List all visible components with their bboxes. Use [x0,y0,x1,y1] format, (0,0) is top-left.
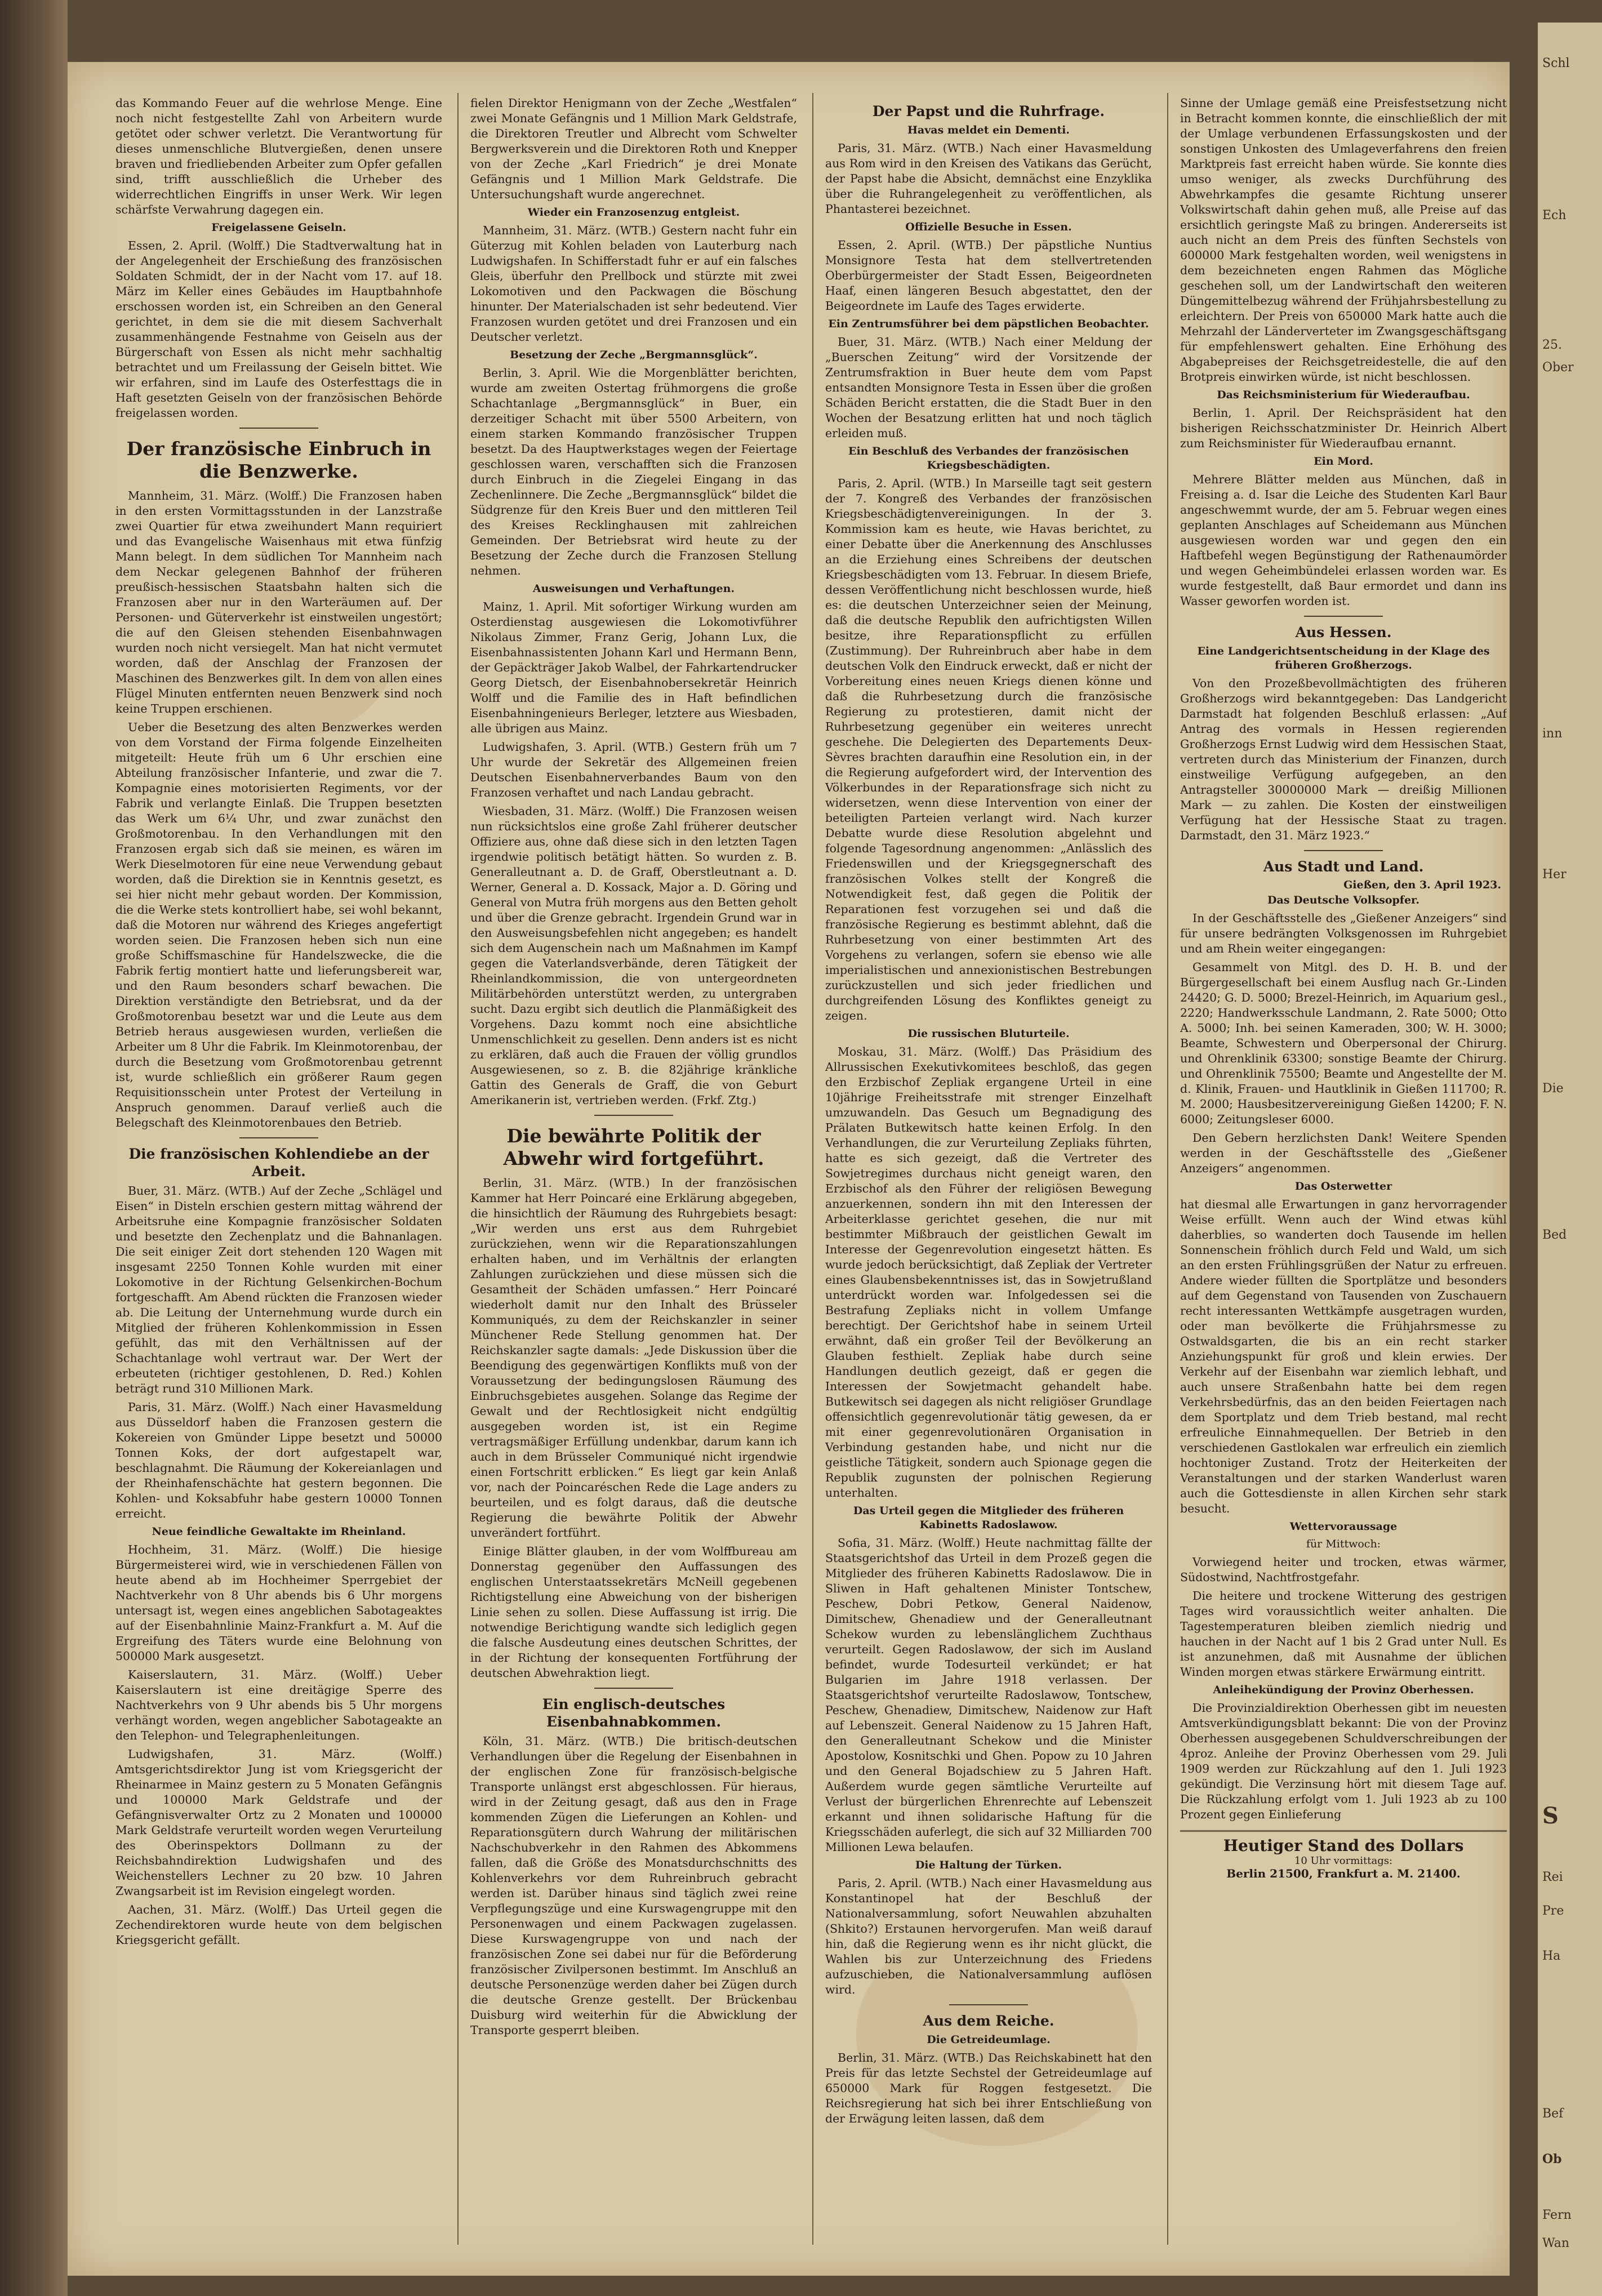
article-headline: Wettervoraussage [1289,1520,1398,1533]
next-page-fragment: Ob [1542,2152,1562,2166]
article-text: Essen, 2. April. (WTB.) Der päpstliche Nuntius Monsignore Testa hat dem stellvertretenden Oberbürgermeister der Stadt Essen, Beigeordneten Haaf, einen längeren Besuch abgestattet, den der Beigeordnete im Laufe des Tages erwiderte. [825,238,1152,313]
separator [594,1115,673,1116]
article-headline: Freigelassene Geiseln. [211,221,346,234]
article-text: Berlin, 3. April. Wie die Morgenblätter berichten, wurde am zweiten Ostertag frühmorgens die große Schachtanlage „Bergmannsglück“ in Buer, ein derzeitiger Schacht mit über 5500 Arbeitern, von einem starken Kommando französischer Truppen besetzt. Da des Hauptwerkstages wegen der Feiertage geschlossen waren, verschafften sich die Franzosen durch Einbruch in die Ziegelei Eingang in das Zechenlinnere. Die Zeche „Bergmannsglück“ bildet die Südgrenze für den Kreis Buer und den mittleren Teil des Kreises Recklinghausen mit zahlreichen Gemeinden. Der Betriebsrat wird heute zu der Besetzung der Zeche durch die Franzosen Stellung nehmen. [470,366,797,577]
article-text: Berlin, 1. April. Der Reichspräsident hat den bisherigen Reichsschatzminister Dr. Heinrich Albert zum Reichsminister für Wiederaufbau ernannt. [1180,406,1507,450]
column-2 [470,96,797,2248]
adjacent-page-strip [1538,23,1602,2296]
next-page-fragment: 25. [1542,338,1562,352]
next-page-fragment: Die [1542,1082,1564,1096]
article-text: Paris, 2. April. (WTB.) Nach einer Havasmeldung aus Konstantinopel hat der Beschluß der Nationalversammlung, sofort Neuwahlen abzuhalten (Shkito?) Erstaunen hervorgerufen. Man weiß darauf hin, daß die Regierung wenn es ihr nicht glückt, die Wahlen bis zur Unterzeichnung des Friedens aufzuschieben, die Nationalversammlung auflösen wird. [825,1876,1152,1996]
separator [1304,616,1383,617]
article-text: Kaiserslautern, 31. März. (Wolff.) Ueber Kaiserslautern ist eine dreitägige Sperre des Nachtverkehrs von 9 Uhr abends bis 5 Uhr morgens verhängt worden, wegen angeblicher Sabotageakte an den Telephon- und Telegraphenleitungen. [115,1668,442,1742]
separator [239,1137,318,1138]
article-text: Paris, 2. April. (WTB.) In Marseille tagt seit gestern der 7. Kongreß des Verbandes der französischen Kriegsbeschädigtenvereinigungen. In der 3. Kommission kam es heute, wie Havas berichtet, zu einer Debatte über die Anerkennung des Anschlusses an die Erziehung eines Schreibens der deutschen Kriegsbeschädigten vom 13. Februar. In diesem Briefe, dessen Veröffentlichung nicht beschlossen wurde, hieß es: die deutschen Unterzeichner seien der Meinung, daß die deutsche Republik den aufrichtigsten Willen besitze, ihre Reparationspflicht zu erfüllen (Zustimmung). Der Ruhreinbruch aber habe in dem deutschen Volk den Eindruck erweckt, daß er nicht der Vorbereitung eines neuen Kriegs dienen könne und daß die Ruhrbesetzung durch die französische Regierung zu protestieren, damit nicht der Ruhrbesetzung gegenüber ein weiteres unrecht geschehe. Die Delegierten des Departements Deux-Sèvres brachten daraufhin eine Resolution ein, in der die Regierung aufgefordert wird, der Intervention des Völkerbundes in der Reparationsfrage sich nicht zu widersetzen, wenn diese Intervention von einer der beteiligten Parteien verlangt wird. Nach kurzer Debatte wurde diese Resolution abgelehnt und folgende Tagesordnung angenommen: „Anlässlich des Friedenswillen und der Kriegsgegnerschaft des französischen Volkes stellt der Kongreß die Notwendigkeit fest, daß gegen die Politik der Reparationen fest vorzugehen sei und daß die französische Regierung es bestimmt ablehnt, daß die Ruhrbesetzung von einer bestimmten Art des Vorgehens zu verlangen, sofern sie ebenso wie alle imperialistischen und annexionistischen Bestrebungen zurückzustellen und sich jeder friedlichen und durchgreifenden Lösung des Konfliktes geneigt zu zeigen. [825,477,1152,1022]
dollar-rate-title: Heutiger Stand des Dollars [1223,1836,1464,1855]
article-subheadline: Eine Landgerichtsentscheidung in der Klage des früheren Großherzogs. [1197,645,1490,671]
article-text: Buer, 31. März. (WTB.) Auf der Zeche „Schlägel und Eisen“ in Disteln erschien gestern mittag während der Arbeitsruhe eine Kompagnie französischer Soldaten und besetzte den Zechenplatz und die Bahnanlagen. Die seit einiger Zeit dort stehenden 120 Wagen mit insgesamt 2250 Tonnen Kohle wurden mit einer Lokomotive in der Richtung Gelsenkirchen-Bochum fortgeschafft. Am Abend rückten die Franzosen wieder ab. Die Leitung der Unternehmung wurde durch ein Mitglied der früheren Kohlenkommission in Essen gefühlt, das mit den Verhältnissen auf der Schachtanlage wohl vertraut war. Der Wert der erbeuteten (richtiger gestohlenen, D. Red.) Kohlen beträgt rund 310 Millionen Mark. [115,1184,442,1395]
article-headline: Ein Beschluß des Verbandes der französischen Kriegsbeschädigten. [848,445,1129,471]
article-text: Den Gebern herzlichsten Dank! Weitere Spenden werden in der Geschäftsstelle des „Gießener Anzeigers“ angenommen. [1180,1131,1507,1175]
article-subheadline: Die Getreideumlage. [927,2034,1051,2046]
article-text: Moskau, 31. März. (Wolff.) Das Präsidium des Allrussischen Exekutivkomitees beschloß, das gegen den Erzbischof Zepliak ergangene Urteil in eine 10jährige Freiheitsstrafe mit strenger Einzelhaft umzuwandeln. Das Gesuch um Begnadigung des Prälaten Butkewitsch hatte keinen Erfolg. In den Verhandlungen, die zur Verurteilung Zepliaks führten, hatte es sich gezeigt, daß die Vertreter des Sowjetregimes durchaus nicht geneigt waren, den Erzbischof als den Führer der religiösen Bewegung anzuerkennen, sondern ihn mit den Interessen der Arbeiterklasse gerichtet gesehen, die nur mit bestimmter Mißbrauch der geistlichen Gewalt im Interesse der Gegenrevolution eingesetzt hätten. Es wurde jedoch berücksichtigt, daß Zepliak der Vertreter eines Glaubensbekenntnisses ist, das in Sowjetrußland unterdrückt worden war. Infolgedessen sei die Bestrafung Zepliaks nicht in vollem Umfange berechtigt. Der Gerichtshof habe in seinem Urteil erwähnt, daß ein großer Teil der Bevölkerung an Glauben festhielt. Zepliak habe durch seine Handlungen deutlich gezeigt, daß er gegen die Interessen der Sowjetmacht gehandelt habe. Butkewitsch sei dagegen als nicht religiöser Grundlage offensichtlich gegenrevolutionär tätig gewesen, da er mit einer gegenrevolutionären Organisation in Verbindung gestanden habe, und nicht nur die geistliche Tätigkeit, sondern auch Spionage gegen die Republik zugunsten der polnischen Regierung unterhalten. [825,1045,1152,1499]
binding-edge [0,0,68,2296]
section-headline: Aus Stadt und Land. [1263,858,1424,875]
article-text: Mainz, 1. April. Mit sofortiger Wirkung wurden am Osterdienstag ausgewiesen die Lokomotivführer Nikolaus Zimmer, Franz Gerig, Johann Lux, die Eisenbahnassistenten Johann Karl und Hermann Benn, der Gepäckträger Jakob Walbel, der Fahrkartendrucker Georg Dietsch, der Eisenbahnobersekretär Heinrich Wolff und die Familie des in Haft befindlichen Eisenbahningenieurs Berleger, letztere aus Wiesbaden, alle übrigen aus Mainz. [470,600,797,735]
article-text: Gesammelt von Mitgl. des D. H. B. und der Bürgergesellschaft bei einem Ausflug nach Gr.-Linden 24420; G. D. 5000; Brezel-Heinrich, im Aquarium gesl., 2220; Handwerksschule Landmann, 2. Rate 5000; Otto A. 5000; Inh. bei seinen Kameraden, 300; W. H. 3000; Beamte, Schwestern und Oberpersonal der Chirurg. und Ohrenklinik 63300; sonstige Beamte der Chirurg. und Ohrenklinik 75500; Beamte und Angestellte der M. d. Klinik, Frauen- und Hautklinik in Gießen 111700; R. M. 2000; Hausbesitzervereinigung Gießen 14200; F. N. 6000; Zeitungsleser 6000. [1180,960,1507,1126]
article-text: Wiesbaden, 31. März. (Wolff.) Die Franzosen weisen nun rücksichtslos eine große Zahl früherer deutscher Offiziere aus, ohne daß diese sich in den letzten Tagen irgendwie politisch betätigt hätten. So wurden z. B. Generalleutnant a. D. de Graff, Oberstleutnant a. D. Werner, General a. D. Kossack, Major a. D. Göring und General von Mutra früh morgens aus den Betten geholt und über die Grenze gebracht. Irgendein Grund war in den Ausweisungsbefehlen nicht angegeben; es handelt sich dem Augenschein nach um Maßnahmen im Kampf gegen die Vaterlandsverbände, deren Tätigkeit der Rheinlandkommission, die von untergeordneten Militärbehörden unterstützt werden, zu untergraben sucht. Dazu ergibt sich deutlich die Planmäßigkeit des Vorgehens. Dazu kommt noch eine absichtliche Unmenschlichkeit zu gesellen. Denn anders ist es nicht zu erklären, daß auch die Frauen der völlig grundlos Ausgewiesenen, so z. B. die 82jährige kränkliche Gattin des Generals de Graff, die von Geburt Amerikanerin ist, vertrieben werden. (Frkf. Ztg.) [470,804,797,1107]
article-headline: Neue feindliche Gewaltakte im Rheinland. [152,1525,406,1538]
article-text: In der Geschäftsstelle des „Gießener Anzeigers“ sind für unsere bedrängten Volksgenossen im Ruhrgebiet und am Rhein weiter eingegangen: [1180,911,1507,955]
article-text: Paris, 31. März. (WTB.) Nach einer Havasmeldung aus Rom wird in den Kreisen des Vatikans das Gerücht, der Papst habe die Absicht, demnächst eine Enzyklika über die Ruhrangelegenheit zu veröffentlichen, als Phantasterei bezeichnet. [825,141,1152,216]
article-text: Köln, 31. März. (WTB.) Die britisch-deutschen Verhandlungen über die Regelung der Eisenbahnen in der englischen Zone für französisch-belgische Transporte unlängst erst abgeschlossen. Für hieraus, wird in der Zeitung gesagt, daß aus den in Frage kommenden Zügen die Lieferungen an Kohlen- und Reparationsgütern durch Wahrung der militärischen Nachschubverkehr in den Rahmen des Abkommens fallen, daß die Größe des Monatsdurchschnitts des Kohlenverkehrs vor dem Ruhreinbruch gebracht werden ist. Darüber hinaus sind täglich zwei reine Verpflegungszüge und eine Kurswagengruppe mit den Personenwagen und einem Packwagen zugelassen. Diese Kurswagengruppe von und nach der französischen Zone sei dabei nur für die Beförderung französischer Zivilpersonen bestimmt. Im Anschluß an deutsche Personenzüge werden daher bei Zügen durch die deutsche Grenze gestellt. Der Brückenbau Duisburg wird weiterhin für die Abwicklung der Transporte gesperrt bleiben. [470,1734,797,2037]
article-headline: Der französische Einbruch in die Benzwerke. [126,438,431,482]
column-rule [457,93,459,2245]
article-headline: Offizielle Besuche in Essen. [905,221,1072,233]
article-subheadline: für Mittwoch: [1306,1538,1381,1550]
article-text: Ludwigshafen, 31. März. (Wolff.) Amtsgerichtsdirektor Jung ist vom Kriegsgericht der Rheinarmee in Mainz gestern zu 5 Monaten Gefängnis und 100000 Mark Geldstrafe und der Gefängnisverwalter Ortz zu 2 Monaten und 100000 Mark Geldstrafe verurteilt worden wegen Verurteilung des Oberinspektors Dollmann zu der Reichsbahndirektion Ludwigshafen und des Weichenstellers Lechner zu 20 bzw. 10 Jahren Zwangsarbeit ist im Revision eingelegt worden. [115,1747,442,1898]
article-headline: Besetzung der Zeche „Bergmannsglück“. [510,349,758,361]
newspaper-page [68,62,1510,2276]
article-headline: Anleihekündigung der Provinz Oberhessen. [1213,1684,1474,1696]
separator [949,2004,1028,2005]
dateline: Gießen, den 3. April 1923. [1343,879,1501,891]
separator [239,428,318,429]
article-headline: Aus Hessen. [1295,624,1392,640]
article-text: Mannheim, 31. März. (Wolff.) Die Franzosen haben in den ersten Vormittagsstunden in der Lanzstraße zwei Quartier für etwa zweihundert Mann requiriert und das Evangelische Waisenhaus mit etwa fünfzig Mann belegt. In dem südlichen Tor Mannheim nach dem Neckar gelegenen Bahnhof der früheren preußisch-hessischen Staatsbahn halten sich die Franzosen aber nur in den Warteräumen auf. Der Personen- und Güterverkehr ist einstweilen ungestört; die auf den Gleisen stehenden Eisenbahnwagen wurden noch nicht versiegelt. Man hat nicht vermutet worden, daß der Anschlag der Franzosen der Maschinen des Benzwerkes gilt. In dem von allen eines Flügel Minuten entfernten neuen Benzwerk sind noch keine Truppen erschienen. [115,489,442,715]
next-page-fragment: inn [1542,727,1563,741]
next-page-fragment: Ech [1542,208,1567,223]
column-4 [1180,96,1507,2248]
article-text: Buer, 31. März. (WTB.) Nach einer Meldung der „Buerschen Zeitung“ wird der Vorsitzende der Zentrumsfraktion in Buer heute dem vom Papst entsandten Monsignore Testa in Essen über die großen Schäden Bericht erstatten, die die Stadt Buer in den Wochen der Besatzung erlitten hat und noch täglich erleiden muß. [825,335,1152,440]
article-headline: Das Urteil gegen die Mitglieder des früheren Kabinetts Radoslawow. [853,1505,1124,1531]
next-page-fragment: Schl [1542,56,1570,70]
article-text: Von den Prozeßbevollmächtigten des früheren Großherzogs wird bekanntgegeben: Das Landgericht Darmstadt hat folgenden Beschluß erlassen: „Auf Antrag des vormals in Hessen regierenden Großherzogs Ernst Ludwig wird dem Hessischen Staat, vertreten durch das Ministerium der Finanzen, durch einstweilige Verfügung aufgegeben, an den Antragsteller 30000000 Mark — dreißig Millionen Mark — zu zahlen. Die Kosten der einstweiligen Verfügung hat der Hessische Staat zu tragen. Darmstadt, den 31. März 1923.“ [1180,677,1507,842]
article-headline: Das Deutsche Volksopfer. [1267,894,1419,906]
separator [594,1688,673,1689]
next-page-fragment: Ober [1542,361,1574,375]
article-headline: Das Reichsministerium für Wiederaufbau. [1217,389,1470,401]
article-text: Mannheim, 31. März. (WTB.) Gestern nacht fuhr ein Güterzug mit Kohlen beladen von Lauterburg nach Ludwigshafen. In Schifferstadt fuhr er auf ein falsches Gleis, überfuhr den Prellbock und stürzte mit zwei Lokomotiven und den Packwagen die Böschung hinunter. Der Materialschaden ist sehr bedeutend. Vier Franzosen wurden getötet und drei Franzosen und ein Deutscher verletzt. [470,224,797,344]
article-text: Ludwigshafen, 3. April. (WTB.) Gestern früh um 7 Uhr wurde der Sekretär des Allgemeinen freien Deutschen Eisenbahnerverbandes Baum von den Franzosen verhaftet und nach Landau gebracht. [470,740,797,799]
next-page-fragment: S [1542,1803,1559,1829]
dollar-rate-time: 10 Uhr vormittags: [1294,1855,1393,1867]
article-text: Die Provinzialdirektion Oberhessen gibt im neuesten Amtsverkündigungsblatt bekannt: Die von der Provinz Oberhessen ausgegebenen Schuldverschreibungen der 4proz. Anleihe der Provinz Oberhessen vom 29. Juli 1909 werden zur Rückzahlung auf den 1. Juli 1923 gekündigt. Die Verzinsung hört mit diesem Tage auf. Die Rückzahlung erfolgt vom 1. Juli 1923 ab zu 100 Prozent gegen Einlieferung [1180,1701,1507,1821]
article-headline: Die bewährte Politik der Abwehr wird fortgeführt. [503,1125,764,1169]
article-text: Sofia, 31. März. (Wolff.) Heute nachmittag fällte der Staatsgerichtshof das Urteil in dem Prozeß gegen die Mitglieder des früheren Kabinetts Radoslawow. Die in Sliwen in Haft gehaltenen Minister Tontschew, Peschew, Dobri Petkow, General Naidenow, Dimitschew, Ghenadiew und der Generalleutnant Schekow wurden zu lebenslänglichem Zuchthaus verurteilt. Gegen Radoslawow, der sich im Ausland befindet, wurde Todesurteil verkündet; er hat Bulgarien im Jahre 1918 verlassen. Der Staatsgerichtshof verurteilte Radoslawow, Tontschew, Peschew, Ghenadiew, Dimitschew, Naidenow zur Haft auf Lebenszeit. General Naidenow zu 15 Jahren Haft, den Generalleutnant Schekow und die Minister Apostolow, Kosnitschki und Ghen. Popow zu 10 Jahren und den General Bojadschiew zu 5 Jahren Haft. Außerdem wurde gegen sämtliche Verurteilte auf Verlust der bürgerlichen Ehrenrechte auf Lebenszeit erkannt und ihnen solidarische Haftung für die Kriegsschäden auferlegt, die sich auf 32 Milliarden 700 Millionen Lewa belaufen. [825,1536,1152,1854]
article-headline: Die russischen Bluturteile. [907,1027,1070,1040]
dollar-rate-box [1180,1830,1507,1880]
article-text: Hochheim, 31. März. (Wolff.) Die hiesige Bürgermeisterei wird, wie in verschiedenen Fällen von heute abend ab im Hochheimer Sperrgebiet der Nachtverkehr von 8 Uhr abends bis 6 Uhr morgens untersagt ist, wegen eines angeblichen Sabotageaktes auf der Eisenbahnlinie Mainz-Frankfurt a. M. Auf die Ergreifung des Täters wurde eine Belohnung von 500000 Mark ausgesetzt. [115,1543,442,1663]
article-headline: Das Osterwetter [1294,1180,1392,1193]
article-headline: Die Haltung der Türken. [915,1859,1062,1871]
article-headline: Aus dem Reiche. [923,2013,1054,2029]
column-3 [825,96,1152,2248]
article-text: Essen, 2. April. (Wolff.) Die Stadtverwaltung hat in der Angelegenheit der Erschießung des französischen Soldaten Schmidt, der in der Nacht vom 17. auf 18. März im Keller eines Gebäudes im Hauptbahnhofe erschossen worden ist, ein Schreiben an den General gerichtet, in dem sie die mit diesem Sachverhalt zusammenhängende Festnahme von Geiseln aus der Bürgerschaft von Essen als nicht mehr sachhaltig betrachtet und um Freilassung der Geiseln bittet. Wie wir erfahren, sind im Laufe des Osterfesttags die in Haft gesetzten Geiseln von der französischen Behörde freigelassen worden. [115,239,442,420]
article-subheadline: Havas meldet ein Dementi. [907,124,1070,136]
article-text: Berlin, 31. März. (WTB.) In der französischen Kammer hat Herr Poincaré eine Erklärung abgegeben, die hinsichtlich der Räumung des Ruhrgebiets besagt: „Wir werden uns erst aus dem Ruhrgebiet zurückziehen, wenn wir die Reparationszahlungen erhalten haben, und im Verhältnis der erlangten Zahlungen zurückziehen und diese müssen sich die Gesamtheit der Schäden umfassen.“ Herr Poincaré wiederholt damit nur den Inhalt des Brüsseler Kommuniqués, zu dem der Reichskanzler in seiner Münchener Rede Stellung genommen hat. Der Reichskanzler sagte damals: „Jede Diskussion über die Beendigung des gegenwärtigen Konflikts muß von der Voraussetzung der bedingungslosen Räumung des Einbruchsgebietes ausgehen. Solange das Regime der Gewalt und der Rechtlosigkeit nicht endgültig ausgegeben worden ist, ist ein Regime vertragsmäßiger Erfüllung undenkbar, darum kann ich auch in dem Brüsseler Communiqué nicht irgendwie einen Fortschritt erblicken.“ Es liegt gar kein Anlaß vor, nach der Poincaréschen Rede die Lage anders zu beurteilen, und es folgt daraus, daß die deutsche Regierung die bewährte Politik der Abwehr unverändert fortführt. [470,1176,797,1539]
next-page-fragment: Bef [1542,2107,1564,2121]
next-page-fragment: Rei [1542,1870,1563,1884]
next-page-fragment: Bed [1542,1228,1567,1242]
article-text: Vorwiegend heiter und trocken, etwas wärmer, Südostwind, Nachtfrostgefahr. [1180,1555,1507,1584]
article-text: Ueber die Besetzung des alten Benzwerkes werden von dem Vorstand der Firma folgende Einzelheiten mitgeteilt: Heute früh um 6 Uhr erschien eine Abteilung französischer Infanterie, und zwar die 7. Kompagnie eines motorisierten Regiments, vor der Fabrik und verlangte Einlaß. Die Truppen besetzten das Werk um 6¼ Uhr, und zwar zunächst den Großmotorenbau. In den Verhandlungen mit den Franzosen ergab sich daß sie meinen, es wären im Werk Dieselmotoren für eine neue Verwendung gebaut worden, daß die Direktion sie in Kenntnis gesetzt, es sei hier nicht mehr gebaut worden. Der Kommission, die die Werke stets kontrolliert habe, sei wohl bekannt, daß die Motoren nur während des Krieges angefertigt worden seien. Die Franzosen heben sich nun eine große Schiffsmaschine für Handelszwecke, die die Fabrik fertig montiert hatte und lieferungsbereit war, und den Raum besonders scharf bewachen. Die Direktion verständigte den Betriebsrat, und da der Großmotorenbau besetzt war und die Leute aus dem Betrieb heraus ausgewiesen wurden, verließen die Arbeiter um 8 Uhr die Fabrik. Im Kleinmotorenbau, der durch die Besetzung vom Großmotorenbau getrennt ist, wurde schließlich ein größerer Raum gegen Requisitionsschein unter Protest der Verteilung in Anspruch genommen. Darauf verließ auch die Belegschaft des Kleinmotorenbaues den Betrieb. [115,720,442,1129]
article-headline: Der Papst und die Ruhrfrage. [872,103,1105,119]
article-text: das Kommando Feuer auf die wehrlose Menge. Eine noch nicht festgestellte Zahl von Arbeitern wurde getötet oder schwer verletzt. Die Verantwortung für dieses unmenschliche Blutvergießen, denen unsere braven und friedliebenden Arbeiter zum Opfer gefallen sind, trifft ausschließlich die Urheber des widerrechtlichen Eingriffs in unser Werk. Wir legen schärfste Verwahrung dagegen ein. [115,96,442,216]
next-page-fragment: Ha [1542,1949,1561,1963]
article-text: Einige Blätter glauben, in der vom Wolffbureau am Donnerstag gegenüber den Auffassungen des englischen Unterstaatssekretärs McNeill gegebenen Richtigstellung eine Abweichung von der bisherigen Linie sehen zu sollen. Diese Auffassung ist irrig. Die notwendige Berichtigung wandte sich lediglich gegen die falsche Ausdeutung eines deutschen Schrittes, der in der Richtung der konsequenten Fortführung der deutschen Abwehraktion liegt. [470,1545,797,1680]
separator [1304,850,1383,851]
article-text: Berlin, 31. März. (WTB.) Das Reichskabinett hat den Preis für das letzte Sechstel der Getreideumlage auf 650000 Mark für Roggen festgesetzt. Die Reichsregierung hat sich bei ihrer Entschließung von der Erwägung leiten lassen, daß dem [825,2051,1152,2125]
next-page-fragment: Fern [1542,2208,1572,2222]
article-headline: Die französischen Kohlendiebe an der Arbeit. [128,1146,429,1180]
article-text: Aachen, 31. März. (Wolff.) Das Urteil gegen die Zechendirektoren wurde heute von dem belgischen Kriegsgericht gefällt. [115,1903,442,1947]
article-text: hat diesmal alle Erwartungen in ganz hervorragender Weise erfüllt. Wenn auch der Wind etwas kühl daherblies, so wanderten doch Tausende im hellen Sonnenschein fröhlich durch Feld und Wald, um sich an den ersten Frühlingsgrüßen der Natur zu erfreuen. Andere wieder füllten die Sportplätze und besonders auf dem Gegenstand von Tausenden von Zuschauern recht interessanten Wettkämpfe ausgetragen wurden, oder man bevölkerte die Frühjahrsmesse zu Ostwaldsgarten, die bis an ein recht starker Anziehungspunkt für groß und klein erwies. Der Verkehr auf der Eisenbahn war ziemlich lebhaft, und auch unsere Straßenbahn hatte bei dem regen Verkehrsbedürfnis, das an den beiden Feiertagen nach dem Sportplatz und dem Trieb bestand, mal recht erfreuliche Einnahmequellen. Der Betrieb in den verschiedenen Gastlokalen war erfreulich ein ziemlich hochtoniger Zustand. Trotz der Heiterkeiten der Veranstaltungen und der starken Wanderlust waren auch die Gottesdienste in allen Kirchen sehr stark besucht. [1180,1198,1507,1515]
article-headline: Ein Mord. [1314,455,1373,468]
dollar-rate-values: Berlin 21500, Frankfurt a. M. 21400. [1226,1867,1461,1880]
article-text: Sinne der Umlage gemäß eine Preisfestsetzung nicht in Betracht kommen konnte, die einschließlich der mit der Umlage verbundenen Erfassungskosten und der sonstigen Unkosten des Umlageverfahrens den freien Marktpreis fast erreicht haben würde. Sie konnte dies umso weniger, als zwecks Durchführung des Abwehrkampfes die gesamte Richtung unserer Volkswirtschaft dahin gehen muß, alle Preise auf das ersichtlich geringste Maß zu bringen. Andererseits ist auch nicht an dem Preis des fünften Sechstels von 600000 Mark festgehalten worden, weil wenigstens in dem bezeichneten engen Rahmen das Mögliche geschehen soll, um der Landwirtschaft den weiteren Düngemittelbezug während der Frühjahrsbestellung zu erleichtern. Der Preis von 650000 Mark hatte auch die Mehrzahl der Länderverteter im Zwangsgeschäftsgang für empfehlenswert gehalten. Eine Erhöhung des Abgabepreises der Reichsgetreidestelle, die auf den Brotpreis einwirken würde, ist nicht beschlossen. [1180,96,1507,384]
article-text: Mehrere Blätter melden aus München, daß in Freising a. d. Isar die Leiche des Studenten Karl Baur angeschwemmt wurde, der am 5. Februar wegen eines geplanten Anschlages auf Scheidemann aus München ausgewiesen worden war und gegen den ein Haftbefehl wegen Begünstigung der Rathenaumörder und wegen Geheimbündelei erlassen worden war. Es wurde festgestellt, daß Baur ermordet und dann ins Wasser geworfen worden ist. [1180,473,1507,608]
column-rule [1167,93,1168,2245]
article-headline: Ein Zentrumsführer bei dem päpstlichen Beobachter. [828,318,1149,330]
article-headline: Ausweisungen und Verhaftungen. [532,582,735,595]
next-page-fragment: Wan [1542,2236,1569,2250]
article-text: fielen Direktor Henigmann von der Zeche „Westfalen“ zwei Monate Gefängnis und 1 Million Mark Geldstrafe, die Direktoren Treutler und Albrecht vom Schwelter Bergwerksverein und die Direktoren Roth und Knepper von der Zeche „Karl Friedrich“ je drei Monate Gefängnis und 1 Million Mark Geldstrafe. Die Untersuchungshaft wurde angerechnet. [470,96,797,201]
article-text: Paris, 31. März. (Wolff.) Nach einer Havasmeldung aus Düsseldorf haben die Franzosen gestern die Kokereien von Gmünder Lippe besetzt und 50000 Tonnen Koks, der dort aufgestapelt war, beschlagnahmt. Die Räumung der Kokereianlagen und der Rheinhafenschächte hat gestern begonnen. Die Kohlen- und Koksabfuhr habe gestern 10000 Tonnen erreicht. [115,1400,442,1520]
article-headline: Ein englisch-deutsches Eisenbahnabkommen. [542,1696,726,1730]
article-headline: Wieder ein Franzosenzug entgleist. [527,206,740,219]
next-page-fragment: Pre [1542,1904,1564,1918]
article-text: Die heitere und trockene Witterung des gestrigen Tages wird voraussichtlich weiter anhalten. Die Tagestemperaturen bleiben ziemlich niedrig und hauchen in der Nacht auf 1 bis 2 Grad unter Null. Es ist anzunehmen, daß mit Ausnahme der üblichen Winden morgen etwas stärkere Erwärmung eintritt. [1180,1589,1507,1679]
column-1 [115,96,442,2248]
next-page-fragment: Her [1542,867,1567,882]
column-rule [812,93,813,2245]
